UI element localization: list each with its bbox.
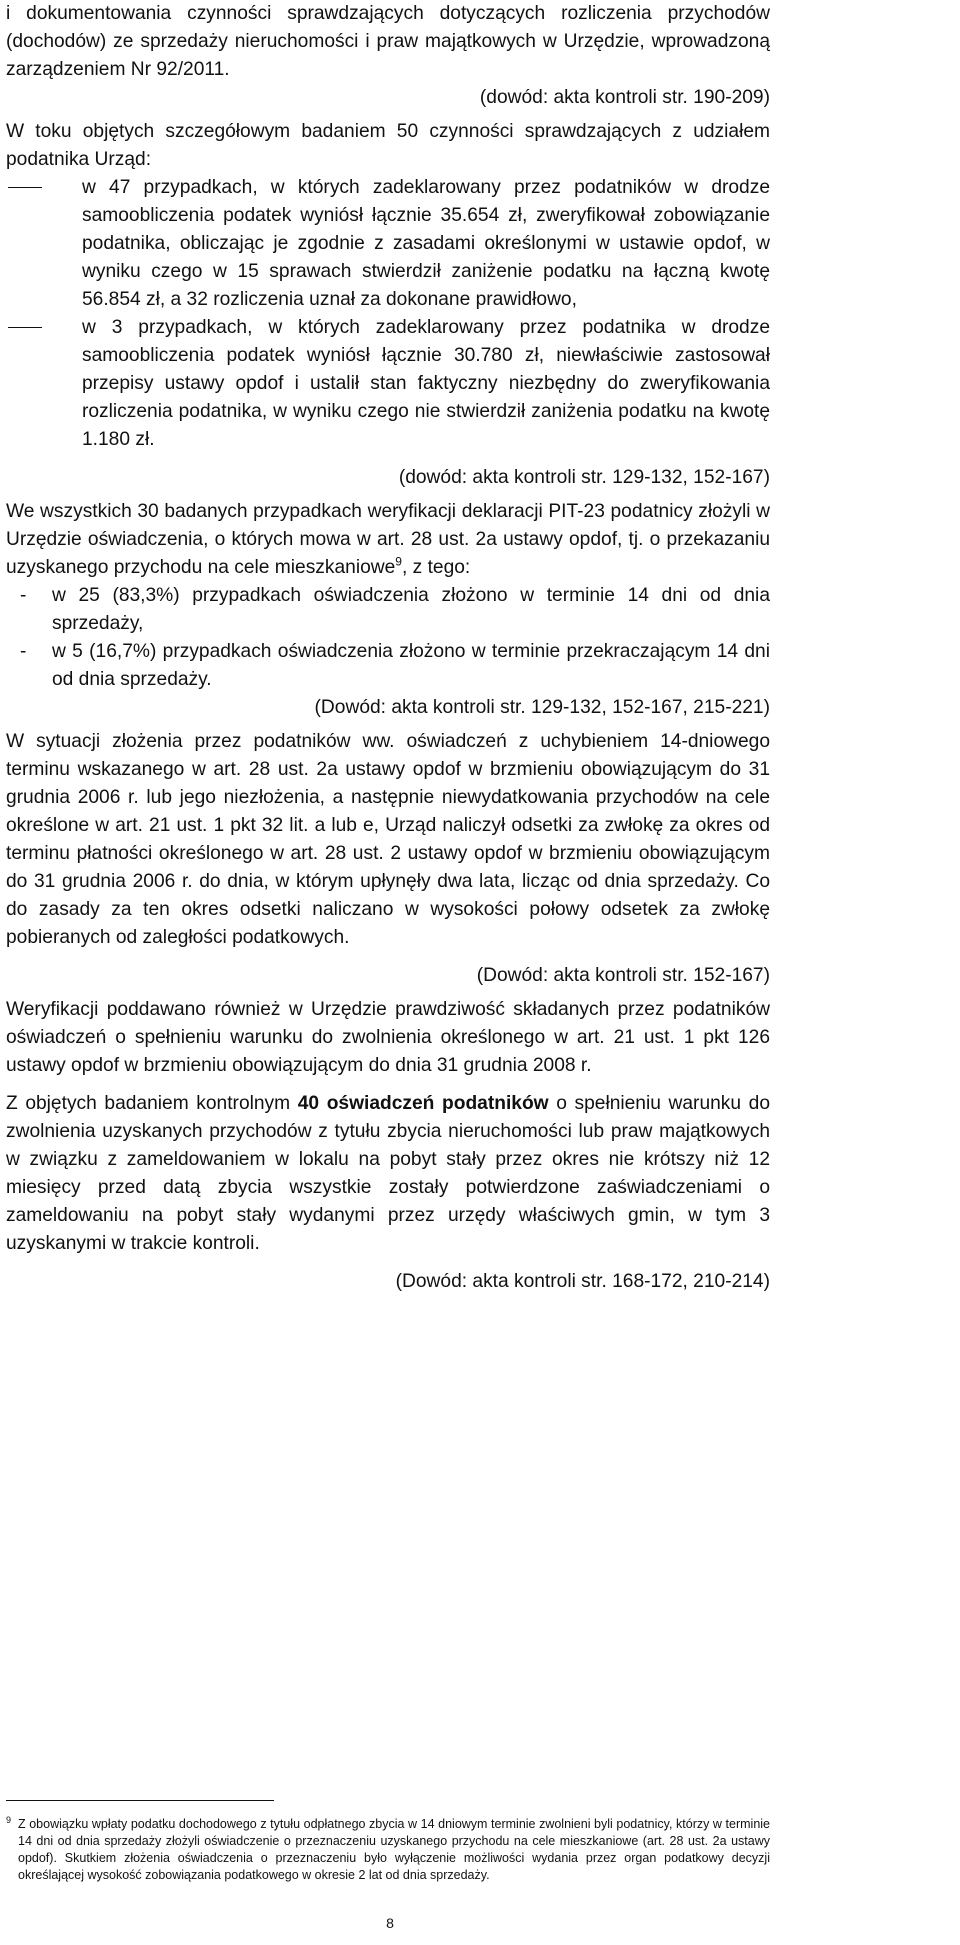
footnote-ref: 9 bbox=[395, 554, 402, 569]
section1-bullet-1-text: w 47 przypadkach, w których zadeklarowany przez podatników w drodze samoobliczenia podatek wyniósł łącznie 35.654 zł, zweryfikował zobowiązanie podatnika, obliczając je zgodnie z zasadami określonymi w ustawie opdof, w wyniku czego w 15 sprawach stwierdził zaniżenie podatku na łączną kwotę 56.854 zł, a 32 rozliczenia uznał za dokonane prawidłowo, bbox=[82, 177, 770, 310]
section5-evidence: (Dowód: akta kontroli str. 168-172, 210-214) bbox=[395, 1271, 770, 1292]
section2-lead-text: We wszystkich 30 badanych przypadkach weryfikacji deklaracji PIT-23 podatnicy złożyli w Urzędzie oświadczenia, o których mowa w art. 28 ust. 2a ustawy opdof, tj. o przekazaniu uzyskanego przychodu na cele mieszkaniowe bbox=[6, 501, 770, 578]
footnote-number: 9 bbox=[6, 1815, 12, 1825]
hyphen-marker: - bbox=[20, 641, 27, 662]
dash-marker bbox=[8, 187, 42, 188]
section3-evidence: (Dowód: akta kontroli str. 152-167) bbox=[476, 965, 770, 986]
section2-item-2-text: w 5 (16,7%) przypadkach oświadczenia złożono w terminie przekraczającym 14 dni od dnia sprzedaży. bbox=[52, 641, 770, 690]
section4-paragraph: Weryfikacji poddawano również w Urzędzie prawdziwość składanych przez podatników oświadczeń o spełnieniu warunku do zwolnienia określonego w art. 21 ust. 1 pkt 126 ustawy opdof w brzmieniu obowiązującym do dnia 31 grudnia 2008 r. bbox=[6, 999, 770, 1076]
section1-lead: W toku objętych szczegółowym badaniem 50 czynności sprawdzających z udziałem podatnika Urząd: bbox=[6, 121, 770, 170]
dash-marker bbox=[8, 327, 42, 328]
section5-text-start: Z objętych badaniem kontrolnym bbox=[6, 1093, 298, 1114]
section3-paragraph: W sytuacji złożenia przez podatników ww. oświadczeń z uchybieniem 14-dniowego terminu wskazanego w art. 28 ust. 2a ustawy opdof w brzmieniu obowiązującym do 31 grudnia 2006 r. lub jego niezłożenia, a następnie niewydatkowania przychodów na cele określone w art. 21 ust. 1 pkt 32 lit. a lub e, Urząd naliczył odsetki za zwłokę za okres od terminu płatności określonego w art. 28 ust. 2 ustawy opdof w brzmieniu obowiązującym do 31 grudnia 2006 r. do dnia, w którym upłynęły dwa lata, licząc od dnia sprzedaży. Co do zasady za ten okres odsetki naliczano w wysokości połowy odsetek za zwłokę pobieranych od zaległości podatkowych. bbox=[6, 731, 770, 948]
section1-bullet-2 bbox=[6, 314, 770, 454]
section2-item-1 bbox=[6, 582, 770, 638]
footnote bbox=[6, 1812, 770, 1884]
document-body bbox=[6, 0, 770, 1296]
section1-bullet-2-text: w 3 przypadkach, w których zadeklarowany przez podatnika w drodze samoobliczenia podatek wyniósł łącznie 30.780 zł, niewłaściwie zastosował przepisy ustawy opdof i ustalił stan faktyczny niezbędny do zweryfikowania rozliczenia podatnika, w wyniku czego nie stwierdził zaniżenia podatku na kwotę 1.180 zł. bbox=[82, 317, 770, 450]
hyphen-marker: - bbox=[20, 585, 27, 606]
section2-item-2 bbox=[6, 638, 770, 694]
section1-evidence: (dowód: akta kontroli str. 129-132, 152-167) bbox=[398, 467, 770, 488]
section5-text-end: o spełnieniu warunku do zwolnienia uzyskanych przychodów z tytułu zbycia nieruchomości lub praw majątkowych w związku z zameldowaniem w lokalu na pobyt stały przez okres nie krótszy niż 12 miesięcy przed datą zbycia wszystkie zostały potwierdzone zaświadczeniami o zameldowaniu na pobyt stały wydanymi przez urzędy właściwych gmin, w tym 3 uzyskanymi w trakcie kontroli. bbox=[6, 1093, 770, 1254]
intro-evidence: (dowód: akta kontroli str. 190-209) bbox=[479, 87, 770, 108]
section1-bullet-1 bbox=[6, 174, 770, 314]
page-number: 8 bbox=[386, 1915, 394, 1931]
section2-evidence: (Dowód: akta kontroli str. 129-132, 152-167, 215-221) bbox=[314, 697, 770, 718]
footnote-separator bbox=[6, 1800, 274, 1801]
section5-paragraph bbox=[6, 1090, 770, 1258]
section2-lead-tail: , z tego: bbox=[401, 557, 471, 578]
footnote-text: Z obowiązku wpłaty podatku dochodowego z tytułu odpłatnego zbycia w 14 dniowym terminie zwolnieni byli podatnicy, którzy w terminie 14 dni od dnia sprzedaży złożyli oświadczenie o przeznaczeniu uzyskanego przychodu na cele mieszkaniowe (art. 28 ust. 2a ustawy opdof). Skutkiem złożenia oświadczenia o przeznaczeniu było wyłączenie możliwości wydania przez organ podatkowy decyzji określającej wysokość zobowiązania podatkowego w okresie 2 lat od dnia sprzedaży. bbox=[18, 1817, 770, 1882]
section2-item-1-text: w 25 (83,3%) przypadkach oświadczenia złożono w terminie 14 dni od dnia sprzedaży, bbox=[52, 585, 770, 634]
section5-emphasis: 40 oświadczeń podatników bbox=[297, 1093, 549, 1114]
intro-paragraph: i dokumentowania czynności sprawdzających dotyczących rozliczenia przychodów (dochodów) ze sprzedaży nieruchomości i praw majątkowych w Urzędzie, wprowadzoną zarządzeniem Nr 92/2011. bbox=[6, 3, 770, 80]
section2-lead bbox=[6, 498, 770, 582]
